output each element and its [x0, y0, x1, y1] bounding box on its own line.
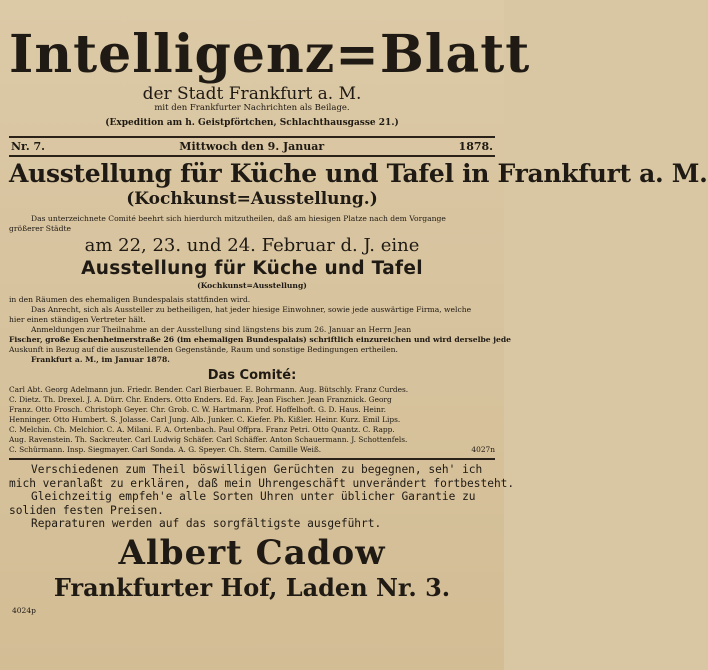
member-line: Aug. Ravenstein. Th. Sackreuter. Carl Ludwig Schäfer. Carl Schäffer. Anton Schauermann. J. Schottenfels. [9, 435, 408, 444]
issue-date: Mittwoch den 9. Januar [179, 140, 325, 153]
notice-paragraph: Fischer, große Eschenheimerstraße 26 (im ehemaligen Bundespalais) schriftlich einzureichen und wird derselbe jede [9, 335, 511, 344]
advert-name: Albert Cadow [118, 532, 386, 573]
advert-address: Frankfurter Hof, Laden Nr. 3. [53, 572, 451, 602]
notice-event-sub: (Kochkunst=Ausstellung) [197, 281, 307, 290]
advert [9, 463, 515, 603]
masthead-tagline: mit den Frankfurter Nachrichten als Beilage. [154, 103, 350, 113]
divider [9, 155, 495, 157]
member-line: Henninger. Otto Humbert. S. Jolasse. Carl Jung. Alb. Junker. C. Kiefer. Ph. Kißler. Heinr. Kurz. Emil Lips. [9, 415, 401, 424]
notice-paragraph: in den Räumen des ehemaligen Bundespalais stattfinden wird. [9, 295, 251, 304]
masthead-title: Intelligenz=Blatt [9, 24, 531, 85]
member-line: C. Melchin. Ch. Melchior. C. A. Milani. F. A. Ortenbach. Paul Offpra. Franz Petri. Otto Quantz. C. Rapp. [9, 425, 395, 434]
masthead-subtitle: der Stadt Frankfurt a. M. [142, 84, 362, 104]
comite-title: Das Comité: [207, 368, 297, 383]
member-line: C. Schürmann. Insp. Siegmayer. Carl Sonda. A. G. Speyer. Ch. Stern. Camille Weiß. [9, 445, 322, 454]
divider [9, 458, 495, 460]
notice-paragraph: Auskunft in Bezug auf die auszustellenden Gegenstände, Raum und sonstige Bedingungen ertheilen. [9, 345, 398, 354]
notice-paragraph: hier einen ständigen Vertreter hält. [9, 315, 146, 324]
member-line: Franz. Otto Frosch. Christoph Geyer. Chr. Grob. C. W. Hartmann. Prof. Hoffelhoft. G. D. Haus. Heinr. [9, 405, 386, 414]
issue-year: 1878. [458, 140, 493, 153]
notice-body [9, 295, 511, 365]
notice-paragraph: Das Anrecht, sich als Aussteller zu betheiligen, hat jeder hiesige Einwohner, sowie jede auswärtige Firma, welche [31, 305, 472, 314]
advert-line: soliden festen Preisen. [9, 503, 164, 517]
notice-subheadline: (Kochkunst=Ausstellung.) [126, 189, 378, 209]
notice-intro-cont: größerer Städte [9, 224, 71, 233]
notice-dates: am 22, 23. und 24. Februar d. J. eine [84, 235, 420, 256]
advert-line: Gleichzeitig empfeh'e alle Sorten Uhren unter üblicher Garantie zu [31, 490, 476, 503]
comite-members [9, 385, 495, 455]
advert-line: Reparaturen werden auf das sorgfältigste ausgeführt. [31, 517, 382, 530]
notice-headline: Ausstellung für Küche und Tafel in Frankfurt a. M. [9, 159, 708, 188]
notice-intro: Das unterzeichnete Comité beehrt sich hierdurch mitzutheilen, daß am hiesigen Platze nach dem Vorgange [31, 214, 446, 223]
notice-paragraph: Anmeldungen zur Theilnahme an der Ausstellung sind längstens bis zum 26. Januar an Herrn Jean [31, 325, 412, 334]
dateline [9, 138, 495, 155]
masthead-expedition: (Expedition am h. Geistpförtchen, Schlachthausgasse 21.) [105, 118, 399, 128]
member-line: C. Dietz. Th. Drexel. J. A. Dürr. Chr. Enders. Otto Enders. Ed. Fay. Jean Fischer. Jean Franznick. Georg [9, 395, 392, 404]
notice-signoff: Frankfurt a. M., im Januar 1878. [31, 355, 170, 364]
notice-event: Ausstellung für Küche und Tafel [81, 258, 423, 279]
advert-line: mich veranlaßt zu erklären, daß mein Uhrengeschäft unverändert fortbesteht. [9, 476, 515, 490]
issue-number: Nr. 7. [11, 140, 45, 153]
advert-line: Verschiedenen zum Theil böswilligen Gerüchten zu begegnen, seh' ich [31, 463, 483, 476]
advert-code: 4024p [12, 606, 36, 615]
notice-ref: 4027n [471, 445, 495, 454]
member-line: Carl Abt. Georg Adelmann jun. Friedr. Bender. Carl Bierbauer. E. Bohrmann. Aug. Bütschly. Franz Curdes. [9, 385, 409, 394]
member-line-last [9, 445, 495, 455]
